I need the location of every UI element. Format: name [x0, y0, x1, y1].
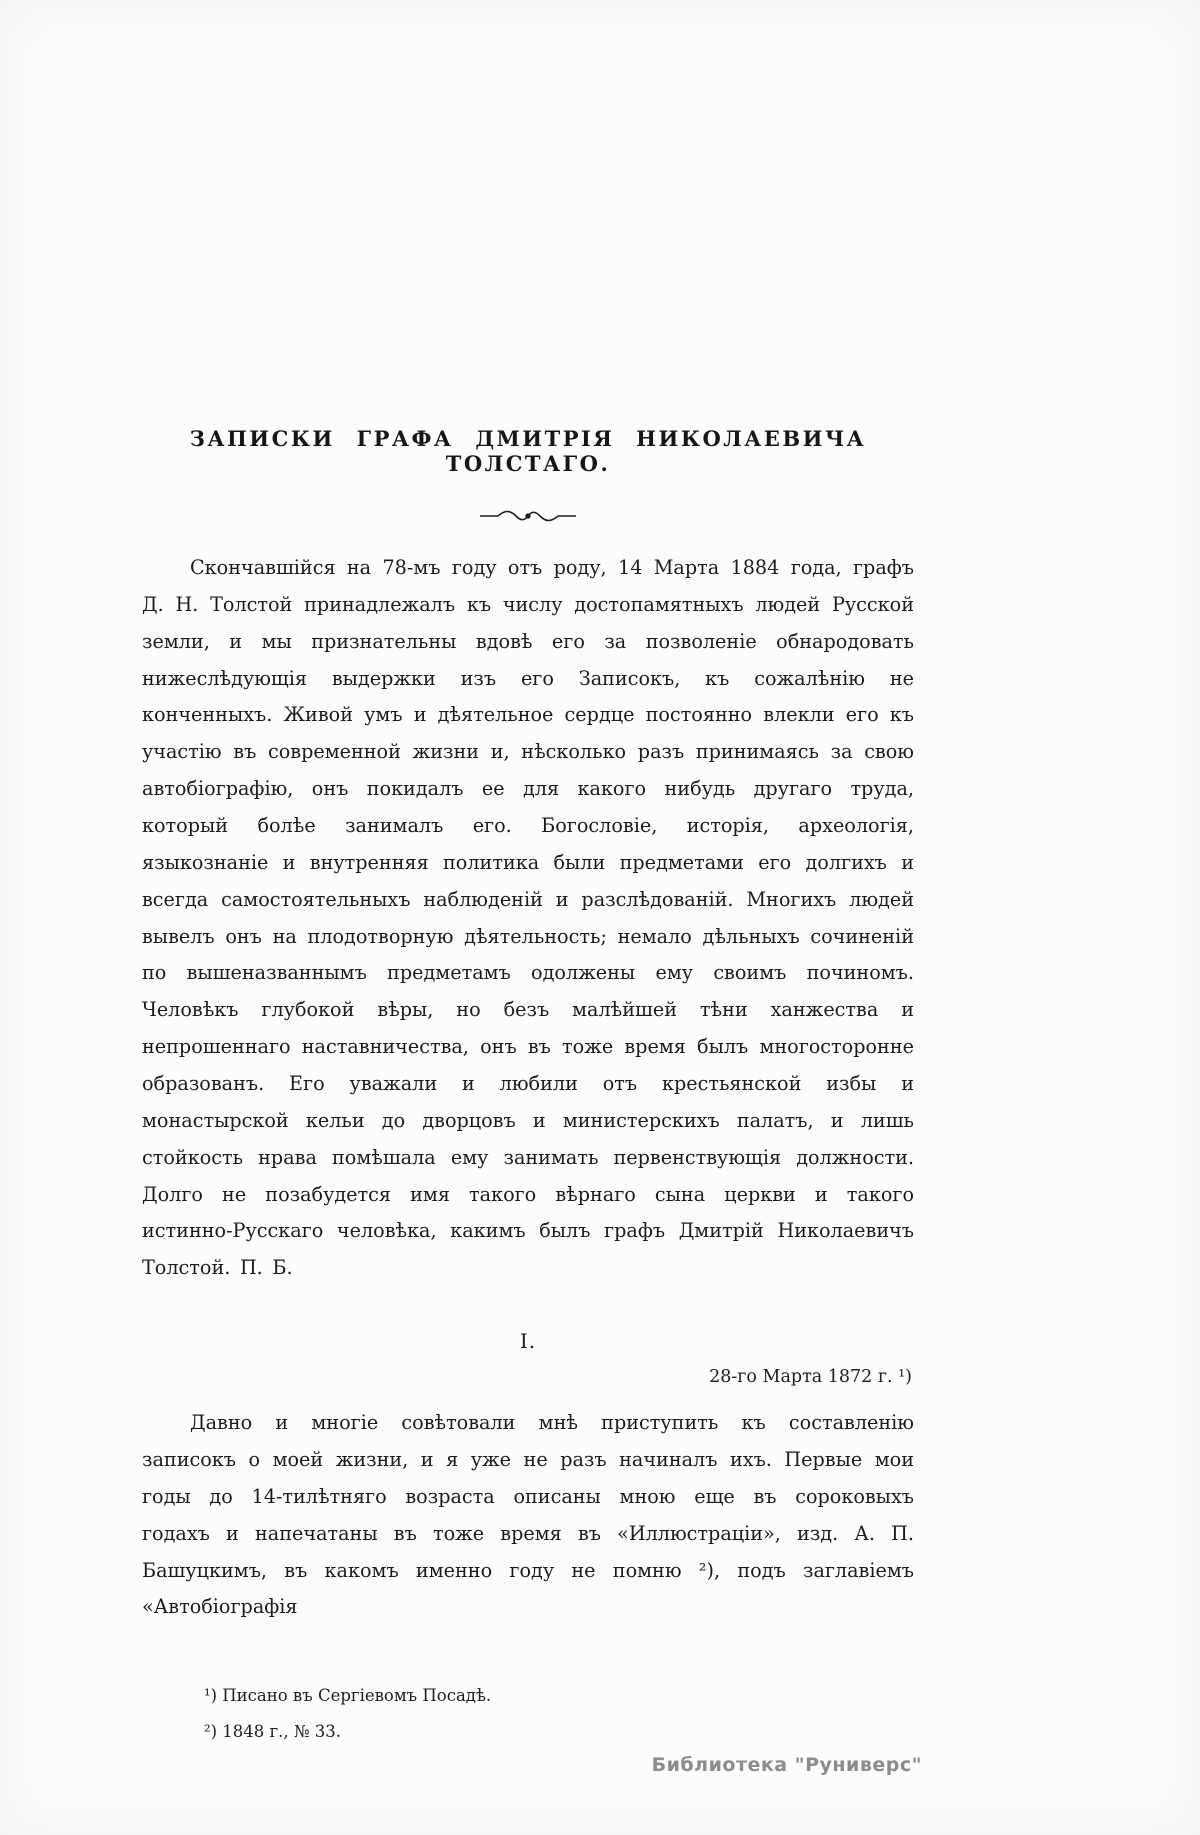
ornament-divider: [142, 508, 914, 526]
dateline: 28-го Марта 1872 г. ¹): [709, 1367, 912, 1388]
library-watermark: Библиотека "Руниверс": [651, 1754, 922, 1776]
intro-paragraph: Скончавшійся на 78-мъ году отъ роду, 14 Марта 1884 года, графъ Д. Н. Толстой принадлежалъ къ числу достопамятныхъ людей Русской земли, и мы признательны вдовѣ его за позволеніе обнародовать нижеслѣдующія выдержки изъ его Записокъ, къ сожалѣнію не конченныхъ. Живой умъ и дѣятельное сердце постоянно влекли его къ участію въ современной жизни и, нѣсколько разъ принимаясь за свою автобіографію, онъ покидалъ ее для какого нибудь другаго труда, который болѣе занималъ его. Богословіе, исторія, археологія, языкознаніе и внутренняя политика были предметами его долгихъ и всегда самостоятельныхъ наблюденій и разслѣдованій. Многихъ людей вывелъ онъ на плодотворную дѣятельность; немало дѣльныхъ сочиненій по вышеназваннымъ предметамъ одолжены ему своимъ починомъ. Человѣкъ глубокой вѣры, но безъ малѣйшей тѣни ханжества и непрошеннаго наставничества, онъ въ тоже время былъ многосторонне образованъ. Его уважали и любили отъ крестьянской избы и монастырской кельи до дворцовъ и министерскихъ палатъ, и лишь стойкость нрава помѣшала ему занимать первенствующія должности. Долго не позабудется имя такого вѣрнаго сына церкви и такого истинно-Русскаго человѣка, какимъ былъ графъ Дмитрій Николаевичъ Толстой. П. Б.: [142, 556, 914, 1280]
text-block: [142, 0, 914, 1749]
footnote-1: ¹) Писано въ Сергіевомъ Посадѣ.: [204, 1686, 492, 1706]
flourish-icon: [478, 508, 578, 524]
page-title: ЗАПИСКИ ГРАФА ДМИТРІЯ НИКОЛАЕВИЧА ТОЛСТАГО.: [189, 426, 867, 476]
section-heading: I.: [519, 1329, 537, 1354]
footnotes: [142, 1678, 914, 1749]
body-paragraph: Давно и многіе совѣтовали мнѣ приступить къ составленію записокъ о моей жизни, и я уже не разъ начиналъ ихъ. Первые мои годы до 14-тилѣтняго возраста описаны мною еще въ сороковыхъ годахъ и напечатаны въ тоже время въ «Иллюстраціи», изд. А. П. Башуцкимъ, въ какомъ именно году не помню ²), подъ заглавіемъ «Автобіографія: [142, 1411, 914, 1619]
footnote-2: ²) 1848 г., № 33.: [204, 1721, 342, 1741]
